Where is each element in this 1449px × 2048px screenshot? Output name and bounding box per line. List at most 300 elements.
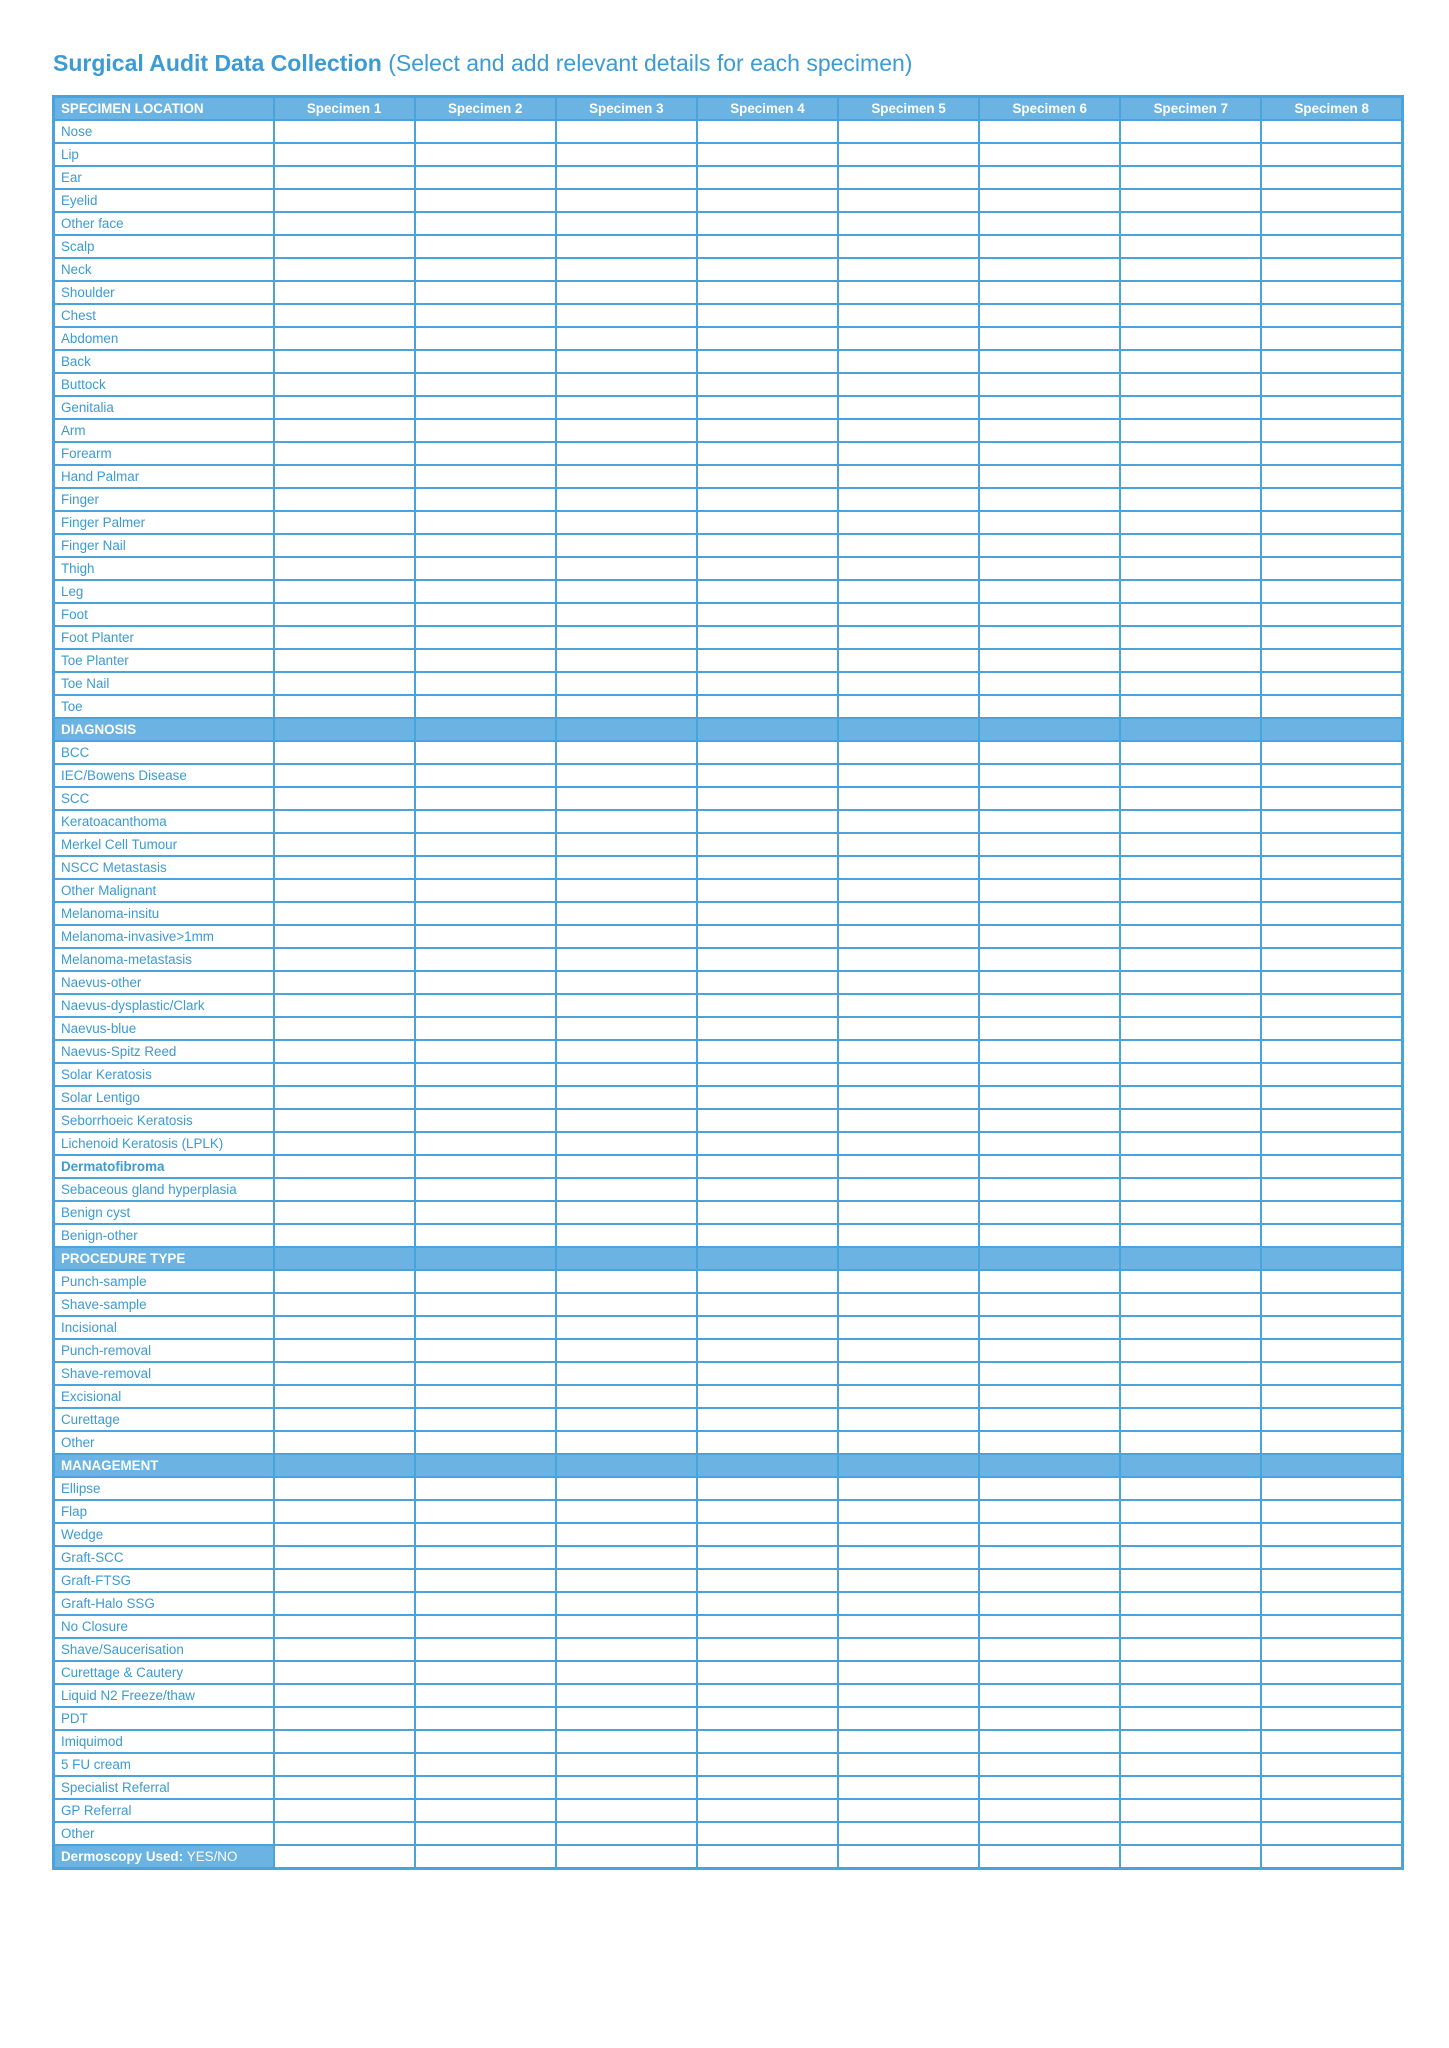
row-leg-specimen-7-cell[interactable] [1120, 580, 1261, 603]
row-other-malignant-specimen-8-cell[interactable] [1261, 879, 1402, 902]
row-shave-sample-specimen-7-cell[interactable] [1120, 1293, 1261, 1316]
row-melanoma-insitu-specimen-7-cell[interactable] [1120, 902, 1261, 925]
row-other-specimen-1-cell[interactable] [274, 1431, 415, 1454]
row-keratoacanthoma-specimen-5-cell[interactable] [838, 810, 979, 833]
row-shave-saucerisation-specimen-1-cell[interactable] [274, 1638, 415, 1661]
row-finger-specimen-8-cell[interactable] [1261, 488, 1402, 511]
row-ellipse-specimen-3-cell[interactable] [556, 1477, 697, 1500]
row-flap-specimen-1-cell[interactable] [274, 1500, 415, 1523]
row-buttock-specimen-7-cell[interactable] [1120, 373, 1261, 396]
row-excisional-specimen-5-cell[interactable] [838, 1385, 979, 1408]
row-back-specimen-1-cell[interactable] [274, 350, 415, 373]
row-naevus-other-specimen-2-cell[interactable] [415, 971, 556, 994]
row-ellipse-specimen-7-cell[interactable] [1120, 1477, 1261, 1500]
row-flap-specimen-6-cell[interactable] [979, 1500, 1120, 1523]
row-foot-planter-specimen-6-cell[interactable] [979, 626, 1120, 649]
row-merkel-cell-tumour-specimen-6-cell[interactable] [979, 833, 1120, 856]
row-forearm-specimen-5-cell[interactable] [838, 442, 979, 465]
row-liquid-n2-freeze-thaw-specimen-8-cell[interactable] [1261, 1684, 1402, 1707]
row-solar-keratosis-specimen-1-cell[interactable] [274, 1063, 415, 1086]
row-graft-halo-ssg-specimen-3-cell[interactable] [556, 1592, 697, 1615]
row-nose-specimen-7-cell[interactable] [1120, 120, 1261, 143]
row-graft-scc-specimen-7-cell[interactable] [1120, 1546, 1261, 1569]
row-arm-specimen-7-cell[interactable] [1120, 419, 1261, 442]
row-genitalia-specimen-3-cell[interactable] [556, 396, 697, 419]
row-shave-sample-specimen-6-cell[interactable] [979, 1293, 1120, 1316]
row-bcc-specimen-6-cell[interactable] [979, 741, 1120, 764]
row-no-closure-specimen-3-cell[interactable] [556, 1615, 697, 1638]
row-melanoma-invasive-1mm-specimen-1-cell[interactable] [274, 925, 415, 948]
row-chest-specimen-2-cell[interactable] [415, 304, 556, 327]
row-finger-nail-specimen-8-cell[interactable] [1261, 534, 1402, 557]
row-benign-cyst-specimen-6-cell[interactable] [979, 1201, 1120, 1224]
row-dermatofibroma-specimen-5-cell[interactable] [838, 1155, 979, 1178]
row-imiquimod-specimen-6-cell[interactable] [979, 1730, 1120, 1753]
row-bcc-specimen-1-cell[interactable] [274, 741, 415, 764]
row-gp-referral-specimen-5-cell[interactable] [838, 1799, 979, 1822]
row-scc-specimen-6-cell[interactable] [979, 787, 1120, 810]
row-buttock-specimen-2-cell[interactable] [415, 373, 556, 396]
row-nscc-metastasis-specimen-1-cell[interactable] [274, 856, 415, 879]
row-genitalia-specimen-7-cell[interactable] [1120, 396, 1261, 419]
row-toe-nail-specimen-1-cell[interactable] [274, 672, 415, 695]
row-benign-other-specimen-1-cell[interactable] [274, 1224, 415, 1247]
row-finger-palmer-specimen-5-cell[interactable] [838, 511, 979, 534]
row-curettage-cautery-specimen-5-cell[interactable] [838, 1661, 979, 1684]
row-naevus-blue-specimen-1-cell[interactable] [274, 1017, 415, 1040]
row-other-face-specimen-2-cell[interactable] [415, 212, 556, 235]
row-buttock-specimen-4-cell[interactable] [697, 373, 838, 396]
row-ear-specimen-1-cell[interactable] [274, 166, 415, 189]
row-melanoma-insitu-specimen-5-cell[interactable] [838, 902, 979, 925]
row-foot-planter-specimen-8-cell[interactable] [1261, 626, 1402, 649]
row-naevus-dysplastic-clark-specimen-8-cell[interactable] [1261, 994, 1402, 1017]
row-leg-specimen-2-cell[interactable] [415, 580, 556, 603]
row-other-specimen-8-cell[interactable] [1261, 1431, 1402, 1454]
row-foot-planter-specimen-1-cell[interactable] [274, 626, 415, 649]
row-other-specimen-7-cell[interactable] [1120, 1822, 1261, 1845]
row-dermatofibroma-specimen-2-cell[interactable] [415, 1155, 556, 1178]
row-curettage-cautery-specimen-8-cell[interactable] [1261, 1661, 1402, 1684]
row-curettage-cautery-specimen-7-cell[interactable] [1120, 1661, 1261, 1684]
row-melanoma-metastasis-specimen-7-cell[interactable] [1120, 948, 1261, 971]
row-lip-specimen-4-cell[interactable] [697, 143, 838, 166]
row-naevus-other-specimen-4-cell[interactable] [697, 971, 838, 994]
row-other-specimen-7-cell[interactable] [1120, 1431, 1261, 1454]
row-finger-palmer-specimen-1-cell[interactable] [274, 511, 415, 534]
row-shave-removal-specimen-6-cell[interactable] [979, 1362, 1120, 1385]
row-eyelid-specimen-5-cell[interactable] [838, 189, 979, 212]
row-shave-removal-specimen-3-cell[interactable] [556, 1362, 697, 1385]
row-bcc-specimen-5-cell[interactable] [838, 741, 979, 764]
row-toe-planter-specimen-4-cell[interactable] [697, 649, 838, 672]
row-neck-specimen-2-cell[interactable] [415, 258, 556, 281]
row-wedge-specimen-5-cell[interactable] [838, 1523, 979, 1546]
row-shave-sample-specimen-4-cell[interactable] [697, 1293, 838, 1316]
row-liquid-n2-freeze-thaw-specimen-1-cell[interactable] [274, 1684, 415, 1707]
row-other-specimen-6-cell[interactable] [979, 1822, 1120, 1845]
row-naevus-dysplastic-clark-specimen-6-cell[interactable] [979, 994, 1120, 1017]
row-5-fu-cream-specimen-7-cell[interactable] [1120, 1753, 1261, 1776]
row-naevus-blue-specimen-8-cell[interactable] [1261, 1017, 1402, 1040]
row-5-fu-cream-specimen-2-cell[interactable] [415, 1753, 556, 1776]
row-specialist-referral-specimen-6-cell[interactable] [979, 1776, 1120, 1799]
row-nscc-metastasis-specimen-6-cell[interactable] [979, 856, 1120, 879]
row-lip-specimen-6-cell[interactable] [979, 143, 1120, 166]
row-toe-nail-specimen-6-cell[interactable] [979, 672, 1120, 695]
row-incisional-specimen-7-cell[interactable] [1120, 1316, 1261, 1339]
row-neck-specimen-3-cell[interactable] [556, 258, 697, 281]
row-shoulder-specimen-4-cell[interactable] [697, 281, 838, 304]
row-finger-nail-specimen-5-cell[interactable] [838, 534, 979, 557]
row-shave-removal-specimen-1-cell[interactable] [274, 1362, 415, 1385]
row-lip-specimen-3-cell[interactable] [556, 143, 697, 166]
row-neck-specimen-6-cell[interactable] [979, 258, 1120, 281]
row-foot-specimen-5-cell[interactable] [838, 603, 979, 626]
row-excisional-specimen-3-cell[interactable] [556, 1385, 697, 1408]
row-shave-saucerisation-specimen-5-cell[interactable] [838, 1638, 979, 1661]
row-naevus-blue-specimen-3-cell[interactable] [556, 1017, 697, 1040]
row-melanoma-metastasis-specimen-6-cell[interactable] [979, 948, 1120, 971]
row-finger-palmer-specimen-3-cell[interactable] [556, 511, 697, 534]
row-curettage-specimen-8-cell[interactable] [1261, 1408, 1402, 1431]
row-specialist-referral-specimen-1-cell[interactable] [274, 1776, 415, 1799]
row-graft-ftsg-specimen-4-cell[interactable] [697, 1569, 838, 1592]
row-curettage-specimen-7-cell[interactable] [1120, 1408, 1261, 1431]
row-other-specimen-4-cell[interactable] [697, 1431, 838, 1454]
row-buttock-specimen-1-cell[interactable] [274, 373, 415, 396]
row-nscc-metastasis-specimen-5-cell[interactable] [838, 856, 979, 879]
row-dermatofibroma-specimen-4-cell[interactable] [697, 1155, 838, 1178]
row-other-face-specimen-4-cell[interactable] [697, 212, 838, 235]
row-solar-keratosis-specimen-5-cell[interactable] [838, 1063, 979, 1086]
row-flap-specimen-7-cell[interactable] [1120, 1500, 1261, 1523]
row-dermoscopy-used-specimen-5-cell[interactable] [838, 1845, 979, 1869]
row-naevus-spitz-reed-specimen-4-cell[interactable] [697, 1040, 838, 1063]
row-back-specimen-5-cell[interactable] [838, 350, 979, 373]
row-naevus-spitz-reed-specimen-8-cell[interactable] [1261, 1040, 1402, 1063]
row-dermatofibroma-specimen-3-cell[interactable] [556, 1155, 697, 1178]
row-naevus-spitz-reed-specimen-7-cell[interactable] [1120, 1040, 1261, 1063]
row-pdt-specimen-7-cell[interactable] [1120, 1707, 1261, 1730]
row-naevus-other-specimen-8-cell[interactable] [1261, 971, 1402, 994]
row-iec-bowens-disease-specimen-1-cell[interactable] [274, 764, 415, 787]
row-punch-sample-specimen-4-cell[interactable] [697, 1270, 838, 1293]
row-shave-saucerisation-specimen-2-cell[interactable] [415, 1638, 556, 1661]
row-5-fu-cream-specimen-1-cell[interactable] [274, 1753, 415, 1776]
row-gp-referral-specimen-2-cell[interactable] [415, 1799, 556, 1822]
row-finger-specimen-7-cell[interactable] [1120, 488, 1261, 511]
row-solar-lentigo-specimen-6-cell[interactable] [979, 1086, 1120, 1109]
row-specialist-referral-specimen-2-cell[interactable] [415, 1776, 556, 1799]
row-nscc-metastasis-specimen-4-cell[interactable] [697, 856, 838, 879]
row-benign-cyst-specimen-7-cell[interactable] [1120, 1201, 1261, 1224]
row-toe-specimen-6-cell[interactable] [979, 695, 1120, 718]
row-back-specimen-4-cell[interactable] [697, 350, 838, 373]
row-eyelid-specimen-1-cell[interactable] [274, 189, 415, 212]
row-benign-other-specimen-7-cell[interactable] [1120, 1224, 1261, 1247]
row-punch-sample-specimen-2-cell[interactable] [415, 1270, 556, 1293]
row-gp-referral-specimen-4-cell[interactable] [697, 1799, 838, 1822]
row-forearm-specimen-7-cell[interactable] [1120, 442, 1261, 465]
row-pdt-specimen-2-cell[interactable] [415, 1707, 556, 1730]
row-thigh-specimen-4-cell[interactable] [697, 557, 838, 580]
row-back-specimen-2-cell[interactable] [415, 350, 556, 373]
row-foot-planter-specimen-3-cell[interactable] [556, 626, 697, 649]
row-incisional-specimen-4-cell[interactable] [697, 1316, 838, 1339]
row-arm-specimen-1-cell[interactable] [274, 419, 415, 442]
row-no-closure-specimen-1-cell[interactable] [274, 1615, 415, 1638]
row-seborrhoeic-keratosis-specimen-5-cell[interactable] [838, 1109, 979, 1132]
row-other-specimen-2-cell[interactable] [415, 1822, 556, 1845]
row-punch-removal-specimen-7-cell[interactable] [1120, 1339, 1261, 1362]
row-melanoma-insitu-specimen-3-cell[interactable] [556, 902, 697, 925]
row-seborrhoeic-keratosis-specimen-7-cell[interactable] [1120, 1109, 1261, 1132]
row-excisional-specimen-4-cell[interactable] [697, 1385, 838, 1408]
row-dermoscopy-used-specimen-6-cell[interactable] [979, 1845, 1120, 1869]
row-foot-planter-specimen-2-cell[interactable] [415, 626, 556, 649]
row-solar-keratosis-specimen-7-cell[interactable] [1120, 1063, 1261, 1086]
row-nose-specimen-2-cell[interactable] [415, 120, 556, 143]
row-seborrhoeic-keratosis-specimen-8-cell[interactable] [1261, 1109, 1402, 1132]
row-scc-specimen-3-cell[interactable] [556, 787, 697, 810]
row-shoulder-specimen-8-cell[interactable] [1261, 281, 1402, 304]
row-shoulder-specimen-6-cell[interactable] [979, 281, 1120, 304]
row-nose-specimen-6-cell[interactable] [979, 120, 1120, 143]
row-excisional-specimen-7-cell[interactable] [1120, 1385, 1261, 1408]
row-naevus-blue-specimen-4-cell[interactable] [697, 1017, 838, 1040]
row-keratoacanthoma-specimen-2-cell[interactable] [415, 810, 556, 833]
row-benign-cyst-specimen-5-cell[interactable] [838, 1201, 979, 1224]
row-ear-specimen-8-cell[interactable] [1261, 166, 1402, 189]
row-gp-referral-specimen-1-cell[interactable] [274, 1799, 415, 1822]
row-toe-planter-specimen-8-cell[interactable] [1261, 649, 1402, 672]
row-wedge-specimen-6-cell[interactable] [979, 1523, 1120, 1546]
row-forearm-specimen-2-cell[interactable] [415, 442, 556, 465]
row-hand-palmar-specimen-4-cell[interactable] [697, 465, 838, 488]
row-imiquimod-specimen-7-cell[interactable] [1120, 1730, 1261, 1753]
row-punch-sample-specimen-3-cell[interactable] [556, 1270, 697, 1293]
row-graft-ftsg-specimen-7-cell[interactable] [1120, 1569, 1261, 1592]
row-foot-planter-specimen-5-cell[interactable] [838, 626, 979, 649]
row-shave-sample-specimen-1-cell[interactable] [274, 1293, 415, 1316]
row-merkel-cell-tumour-specimen-5-cell[interactable] [838, 833, 979, 856]
row-naevus-dysplastic-clark-specimen-1-cell[interactable] [274, 994, 415, 1017]
row-benign-other-specimen-6-cell[interactable] [979, 1224, 1120, 1247]
row-wedge-specimen-2-cell[interactable] [415, 1523, 556, 1546]
row-merkel-cell-tumour-specimen-3-cell[interactable] [556, 833, 697, 856]
row-ear-specimen-5-cell[interactable] [838, 166, 979, 189]
row-shoulder-specimen-2-cell[interactable] [415, 281, 556, 304]
row-graft-ftsg-specimen-6-cell[interactable] [979, 1569, 1120, 1592]
row-foot-specimen-6-cell[interactable] [979, 603, 1120, 626]
row-imiquimod-specimen-3-cell[interactable] [556, 1730, 697, 1753]
row-naevus-blue-specimen-7-cell[interactable] [1120, 1017, 1261, 1040]
row-scalp-specimen-6-cell[interactable] [979, 235, 1120, 258]
row-dermatofibroma-specimen-7-cell[interactable] [1120, 1155, 1261, 1178]
row-iec-bowens-disease-specimen-3-cell[interactable] [556, 764, 697, 787]
row-shave-removal-specimen-8-cell[interactable] [1261, 1362, 1402, 1385]
row-neck-specimen-7-cell[interactable] [1120, 258, 1261, 281]
row-finger-nail-specimen-6-cell[interactable] [979, 534, 1120, 557]
row-shave-sample-specimen-8-cell[interactable] [1261, 1293, 1402, 1316]
row-naevus-dysplastic-clark-specimen-4-cell[interactable] [697, 994, 838, 1017]
row-melanoma-insitu-specimen-2-cell[interactable] [415, 902, 556, 925]
row-graft-halo-ssg-specimen-8-cell[interactable] [1261, 1592, 1402, 1615]
row-shoulder-specimen-7-cell[interactable] [1120, 281, 1261, 304]
row-merkel-cell-tumour-specimen-8-cell[interactable] [1261, 833, 1402, 856]
row-melanoma-invasive-1mm-specimen-2-cell[interactable] [415, 925, 556, 948]
row-5-fu-cream-specimen-5-cell[interactable] [838, 1753, 979, 1776]
row-solar-keratosis-specimen-3-cell[interactable] [556, 1063, 697, 1086]
row-shave-saucerisation-specimen-4-cell[interactable] [697, 1638, 838, 1661]
row-merkel-cell-tumour-specimen-4-cell[interactable] [697, 833, 838, 856]
row-dermoscopy-used-specimen-2-cell[interactable] [415, 1845, 556, 1869]
row-seborrhoeic-keratosis-specimen-6-cell[interactable] [979, 1109, 1120, 1132]
row-other-malignant-specimen-5-cell[interactable] [838, 879, 979, 902]
row-genitalia-specimen-6-cell[interactable] [979, 396, 1120, 419]
row-flap-specimen-3-cell[interactable] [556, 1500, 697, 1523]
row-genitalia-specimen-2-cell[interactable] [415, 396, 556, 419]
row-liquid-n2-freeze-thaw-specimen-3-cell[interactable] [556, 1684, 697, 1707]
row-abdomen-specimen-8-cell[interactable] [1261, 327, 1402, 350]
row-nscc-metastasis-specimen-8-cell[interactable] [1261, 856, 1402, 879]
row-incisional-specimen-8-cell[interactable] [1261, 1316, 1402, 1339]
row-genitalia-specimen-5-cell[interactable] [838, 396, 979, 419]
row-iec-bowens-disease-specimen-4-cell[interactable] [697, 764, 838, 787]
row-curettage-cautery-specimen-2-cell[interactable] [415, 1661, 556, 1684]
row-eyelid-specimen-3-cell[interactable] [556, 189, 697, 212]
row-foot-planter-specimen-7-cell[interactable] [1120, 626, 1261, 649]
row-toe-planter-specimen-3-cell[interactable] [556, 649, 697, 672]
row-naevus-dysplastic-clark-specimen-5-cell[interactable] [838, 994, 979, 1017]
row-melanoma-metastasis-specimen-2-cell[interactable] [415, 948, 556, 971]
row-back-specimen-6-cell[interactable] [979, 350, 1120, 373]
row-wedge-specimen-3-cell[interactable] [556, 1523, 697, 1546]
row-graft-ftsg-specimen-1-cell[interactable] [274, 1569, 415, 1592]
row-toe-planter-specimen-6-cell[interactable] [979, 649, 1120, 672]
row-wedge-specimen-1-cell[interactable] [274, 1523, 415, 1546]
row-keratoacanthoma-specimen-7-cell[interactable] [1120, 810, 1261, 833]
row-lichenoid-keratosis-lplk-specimen-7-cell[interactable] [1120, 1132, 1261, 1155]
row-genitalia-specimen-4-cell[interactable] [697, 396, 838, 419]
row-finger-specimen-3-cell[interactable] [556, 488, 697, 511]
row-shave-saucerisation-specimen-8-cell[interactable] [1261, 1638, 1402, 1661]
row-benign-other-specimen-5-cell[interactable] [838, 1224, 979, 1247]
row-lip-specimen-7-cell[interactable] [1120, 143, 1261, 166]
row-iec-bowens-disease-specimen-2-cell[interactable] [415, 764, 556, 787]
row-benign-cyst-specimen-1-cell[interactable] [274, 1201, 415, 1224]
row-curettage-specimen-3-cell[interactable] [556, 1408, 697, 1431]
row-finger-palmer-specimen-7-cell[interactable] [1120, 511, 1261, 534]
row-other-specimen-5-cell[interactable] [838, 1431, 979, 1454]
row-naevus-dysplastic-clark-specimen-7-cell[interactable] [1120, 994, 1261, 1017]
row-thigh-specimen-5-cell[interactable] [838, 557, 979, 580]
row-finger-specimen-1-cell[interactable] [274, 488, 415, 511]
row-seborrhoeic-keratosis-specimen-1-cell[interactable] [274, 1109, 415, 1132]
row-neck-specimen-5-cell[interactable] [838, 258, 979, 281]
row-pdt-specimen-5-cell[interactable] [838, 1707, 979, 1730]
row-scalp-specimen-3-cell[interactable] [556, 235, 697, 258]
row-forearm-specimen-4-cell[interactable] [697, 442, 838, 465]
row-lip-specimen-8-cell[interactable] [1261, 143, 1402, 166]
row-bcc-specimen-3-cell[interactable] [556, 741, 697, 764]
row-solar-lentigo-specimen-2-cell[interactable] [415, 1086, 556, 1109]
row-sebaceous-gland-hyperplasia-specimen-7-cell[interactable] [1120, 1178, 1261, 1201]
row-chest-specimen-3-cell[interactable] [556, 304, 697, 327]
row-other-specimen-1-cell[interactable] [274, 1822, 415, 1845]
row-sebaceous-gland-hyperplasia-specimen-8-cell[interactable] [1261, 1178, 1402, 1201]
row-sebaceous-gland-hyperplasia-specimen-5-cell[interactable] [838, 1178, 979, 1201]
row-neck-specimen-1-cell[interactable] [274, 258, 415, 281]
row-iec-bowens-disease-specimen-8-cell[interactable] [1261, 764, 1402, 787]
row-shoulder-specimen-1-cell[interactable] [274, 281, 415, 304]
row-sebaceous-gland-hyperplasia-specimen-2-cell[interactable] [415, 1178, 556, 1201]
row-hand-palmar-specimen-7-cell[interactable] [1120, 465, 1261, 488]
row-curettage-specimen-4-cell[interactable] [697, 1408, 838, 1431]
row-imiquimod-specimen-4-cell[interactable] [697, 1730, 838, 1753]
row-scalp-specimen-5-cell[interactable] [838, 235, 979, 258]
row-abdomen-specimen-1-cell[interactable] [274, 327, 415, 350]
row-naevus-other-specimen-7-cell[interactable] [1120, 971, 1261, 994]
row-lip-specimen-1-cell[interactable] [274, 143, 415, 166]
row-other-specimen-6-cell[interactable] [979, 1431, 1120, 1454]
row-foot-planter-specimen-4-cell[interactable] [697, 626, 838, 649]
row-other-malignant-specimen-3-cell[interactable] [556, 879, 697, 902]
row-wedge-specimen-8-cell[interactable] [1261, 1523, 1402, 1546]
row-toe-nail-specimen-7-cell[interactable] [1120, 672, 1261, 695]
row-eyelid-specimen-2-cell[interactable] [415, 189, 556, 212]
row-shave-saucerisation-specimen-6-cell[interactable] [979, 1638, 1120, 1661]
row-flap-specimen-2-cell[interactable] [415, 1500, 556, 1523]
row-chest-specimen-8-cell[interactable] [1261, 304, 1402, 327]
row-scc-specimen-2-cell[interactable] [415, 787, 556, 810]
row-chest-specimen-1-cell[interactable] [274, 304, 415, 327]
row-other-specimen-4-cell[interactable] [697, 1822, 838, 1845]
row-nscc-metastasis-specimen-3-cell[interactable] [556, 856, 697, 879]
row-nscc-metastasis-specimen-2-cell[interactable] [415, 856, 556, 879]
row-melanoma-metastasis-specimen-3-cell[interactable] [556, 948, 697, 971]
row-scc-specimen-1-cell[interactable] [274, 787, 415, 810]
row-other-face-specimen-5-cell[interactable] [838, 212, 979, 235]
row-nose-specimen-5-cell[interactable] [838, 120, 979, 143]
row-melanoma-metastasis-specimen-8-cell[interactable] [1261, 948, 1402, 971]
row-abdomen-specimen-2-cell[interactable] [415, 327, 556, 350]
row-naevus-spitz-reed-specimen-2-cell[interactable] [415, 1040, 556, 1063]
row-leg-specimen-8-cell[interactable] [1261, 580, 1402, 603]
row-keratoacanthoma-specimen-4-cell[interactable] [697, 810, 838, 833]
row-benign-cyst-specimen-8-cell[interactable] [1261, 1201, 1402, 1224]
row-benign-cyst-specimen-4-cell[interactable] [697, 1201, 838, 1224]
row-specialist-referral-specimen-7-cell[interactable] [1120, 1776, 1261, 1799]
row-abdomen-specimen-7-cell[interactable] [1120, 327, 1261, 350]
row-chest-specimen-6-cell[interactable] [979, 304, 1120, 327]
row-forearm-specimen-8-cell[interactable] [1261, 442, 1402, 465]
row-melanoma-insitu-specimen-8-cell[interactable] [1261, 902, 1402, 925]
row-foot-specimen-3-cell[interactable] [556, 603, 697, 626]
row-gp-referral-specimen-6-cell[interactable] [979, 1799, 1120, 1822]
row-hand-palmar-specimen-1-cell[interactable] [274, 465, 415, 488]
row-toe-specimen-2-cell[interactable] [415, 695, 556, 718]
row-toe-nail-specimen-3-cell[interactable] [556, 672, 697, 695]
row-thigh-specimen-1-cell[interactable] [274, 557, 415, 580]
row-buttock-specimen-3-cell[interactable] [556, 373, 697, 396]
row-nose-specimen-1-cell[interactable] [274, 120, 415, 143]
row-keratoacanthoma-specimen-8-cell[interactable] [1261, 810, 1402, 833]
row-back-specimen-3-cell[interactable] [556, 350, 697, 373]
row-punch-sample-specimen-5-cell[interactable] [838, 1270, 979, 1293]
row-punch-sample-specimen-8-cell[interactable] [1261, 1270, 1402, 1293]
